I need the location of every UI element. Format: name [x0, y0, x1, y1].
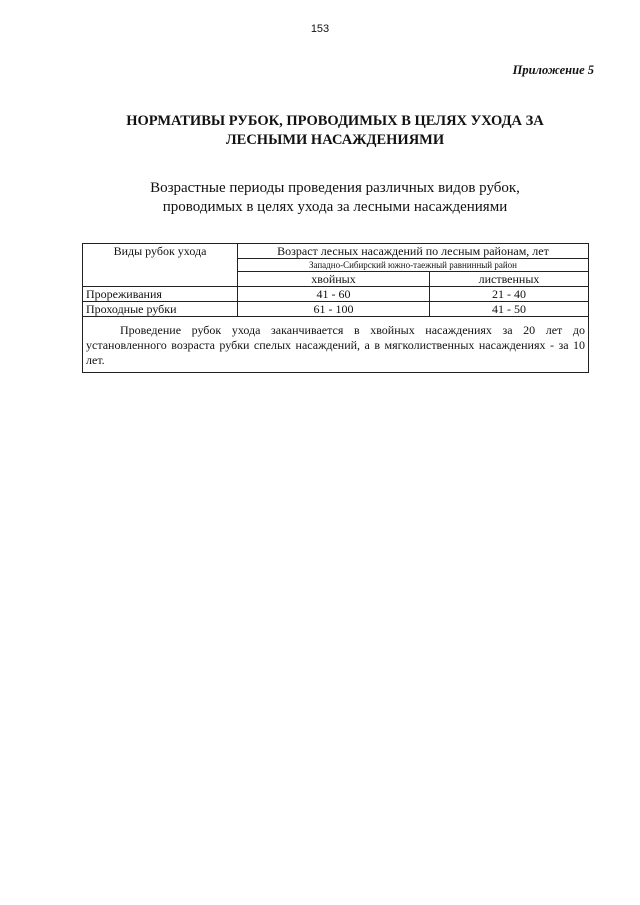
norms-table — [82, 243, 589, 373]
table-header-row — [83, 244, 589, 259]
header-conifer: хвойных — [238, 272, 430, 287]
subtitle-line-2: проводимых в целях ухода за лесными насаждениями — [162, 199, 508, 215]
row-deciduous-value: 41 - 50 — [430, 302, 589, 317]
header-forest-age: Возраст лесных насаждений по лесным районам, лет — [238, 244, 589, 259]
table-row — [83, 302, 589, 317]
table-note-row — [83, 317, 589, 373]
main-title — [60, 112, 610, 150]
row-conifer-value: 41 - 60 — [238, 287, 430, 302]
header-cutting-type: Виды рубок ухода — [83, 244, 238, 287]
page-number: 153 — [310, 23, 330, 35]
header-region: Западно-Сибирский южно-таежный равнинный район — [238, 259, 589, 272]
main-title-line-1: НОРМАТИВЫ РУБОК, ПРОВОДИМЫХ В ЦЕЛЯХ УХОДА ЗА — [126, 113, 544, 129]
main-title-line-2: ЛЕСНЫМИ НАСАЖДЕНИЯМИ — [225, 132, 445, 148]
row-deciduous-value: 21 - 40 — [430, 287, 589, 302]
row-conifer-value: 61 - 100 — [238, 302, 430, 317]
row-name: Прореживания — [83, 287, 238, 302]
table-row — [83, 287, 589, 302]
norms-table-container — [82, 243, 588, 373]
header-deciduous: лиственных — [430, 272, 589, 287]
table-note: Проведение рубок ухода заканчивается в хвойных насаждениях за 20 лет до установленного возраста рубки спелых насаждений, а в мягколиственных насаждениях - за 10 лет. — [83, 317, 589, 373]
row-name: Проходные рубки — [83, 302, 238, 317]
appendix-label: Приложение 5 — [512, 63, 594, 77]
subtitle — [60, 179, 610, 217]
subtitle-line-1: Возрастные периоды проведения различных видов рубок, — [150, 180, 520, 196]
